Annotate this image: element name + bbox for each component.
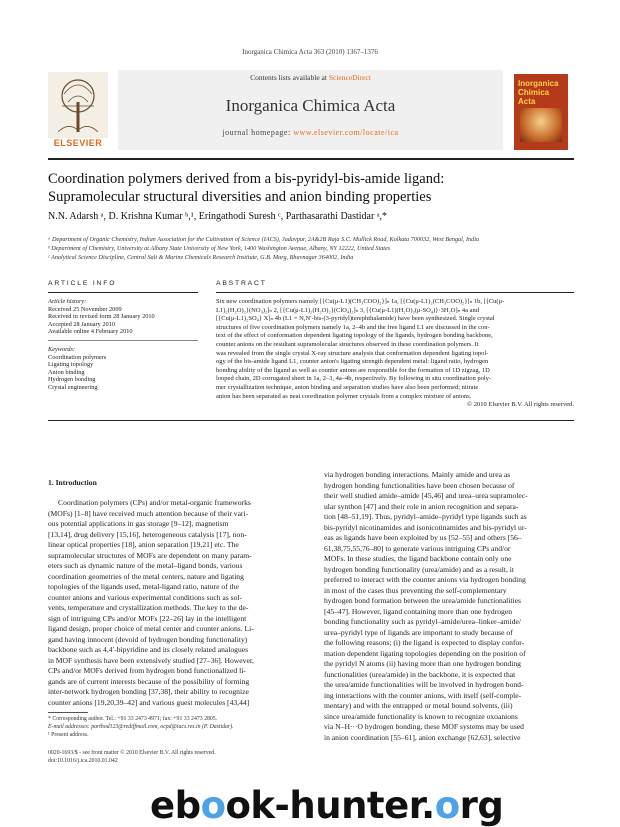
cover-artwork (520, 108, 562, 142)
history-item: Accepted 28 January 2010 (48, 320, 115, 328)
affiliation-a: ᵃ Department of Organic Chemistry, Indian Association for the Cultivation of Science (IACS), Jadavpur, 2A&2B Raja S.C. Mullick Road, Kolkata 700032, West Bengal, India (48, 236, 480, 243)
body-line: functionalities (urea/amide) in the backbone, it is expected that (324, 669, 516, 679)
footnote-emails: E-mail addresses: parthod123@rediffmail.com, ocpd@iacs.res.in (P. Dastidar). (48, 724, 234, 730)
copyright: © 2010 Elsevier B.V. All rights reserved. (467, 401, 574, 409)
journal-title: Inorganica Chimica Acta (225, 96, 396, 115)
body-line: [45–47]. However, ligand containing more than one hydrogen (324, 606, 513, 616)
history-item: Received 25 November 2009 (48, 305, 122, 313)
keyword: Anion binding (48, 368, 85, 376)
header-rule (48, 158, 574, 160)
abstract-bottom-rule (48, 420, 574, 421)
sciencedirect-link[interactable]: ScienceDirect (328, 73, 371, 82)
ebook-hunter-watermark: ebook-hunter.org (150, 784, 504, 827)
body-column-left (48, 498, 310, 708)
issn-line: 0020-1693/$ - see front matter © 2010 Elsevier B.V. All rights reserved. (48, 750, 216, 756)
elsevier-wordmark: ELSEVIER (53, 138, 103, 148)
body-line: ous potential applications in gas storage [9–12], magnetism (48, 519, 229, 528)
body-line: tion [48–51,19]. Thus, pyridyl–amide–pyridyl type ligands such as (324, 512, 527, 521)
body-line: their well studied amide–amide [45,46] and urea–urea supramolec- (324, 491, 528, 500)
journal-header (48, 70, 568, 152)
body-line: counter anions and various experimental conditions such as sol- (48, 592, 243, 602)
body-line: Coordination polymers (CPs) and/or metal-organic frameworks (58, 498, 251, 507)
section-heading-introduction: 1. Introduction (48, 478, 97, 487)
body-line: the following reasons; (i) the ligand is expected to display confor- (324, 638, 525, 647)
body-line: gand having innocent (devoid of hydrogen bonding functionality) (48, 634, 248, 644)
article-title: Coordination polymers derived from a bis-pyridyl-bis-amide ligand: Supramolecular structural diversities and anion binding properties (48, 171, 445, 205)
info-divider (48, 340, 198, 341)
body-line: supramolecular structures of MOFs are dependent on many param- (48, 550, 252, 560)
journal-cover-image (514, 74, 568, 150)
elsevier-logo (48, 72, 108, 150)
footnote-present-address: ¹ Present address. (48, 732, 89, 738)
body-line: backbone such as 4,4′-bipyridine and its closely related analogues (48, 645, 249, 654)
body-line: ligand design, proper choice of metal center and counter anions. Li- (48, 624, 254, 633)
info-rule (48, 292, 198, 293)
abstract-text: Six new coordination polymers namely [{Cu(μ-L1)(CH₃COO)₂}]ₙ 1a, [{Cu(μ-L1)₂(CH₃COO)₂}]ₙ 1b, [{Cu(μ- L1)₂(H₂O)₂}(NO₃)₂]ₙ 2, [{Cu(μ-L1)₂(H₂O)₂}(ClO₄)₂]ₙ 3, [{Cu(μ-L1)(H₂O)₂(μ-SO₄)}·3H₂O]ₙ 4a and [{Cu(μ-L1)₂SO₄} X]ₙ 4b (L1 = N,N′-bis-(3-pyridyl)terephthalamide) have been synthesized. Single crystal structures of five coordination polymers namely 1a, 2–4b and the free ligand L1 are discussed in the con- text of the effect of conformation dependent ligating topology of the ligands, hydrogen bonding backbone, counter anions on the resultant supramolecular structures observed in these coordination polymers. It was revealed from the single crystal X-ray structure analysis that conformation dependent ligating topol- ogy of the bis-amide ligand L1, counter anion's ligating strength dependent metal: ligand ratio, hydrogen bonding ability of the ligand as well as counter anions are responsible for the formation of 1D zigzag, 1D looped chain, 2D corrugated sheet in 1a, 2–3, 4a–4b, respectively. By following in situ coordination poly- mer crystallization technique, anion binding and separation studies have also been performed; nitrate anion has been separated as neat coordination polymer crystals from a complex mixture of anions. © 2010 Elsevier B.V. All rights reserved. (216, 298, 574, 409)
article-history: Article history: Received 25 November 2009 Received in revised form 28 January 2010 Accepted 28 January 2010 Available online 4 February 2010 (48, 298, 198, 336)
body-line: ular synthon [47] and their role in anion recognition and separa- (324, 501, 519, 511)
body-line: hydrogen bonding functionalities have been chosen because of (324, 480, 515, 490)
cover-title: Inorganica Chimica Acta (518, 79, 559, 106)
journal-homepage: journal homepage: www.elsevier.com/locate/ica (222, 128, 399, 137)
body-line: sign of intriguing CPs and/or MOFs [22–26] lay in the intelligent (48, 613, 247, 623)
body-line: hydrogen bonding functionality (urea/amide) and as a result, it (324, 564, 514, 574)
body-line: gands are of current interests because of the possibility of forming (48, 676, 250, 686)
body-line: via hydrogen bonding interactions. Mainly amide and urea as (324, 470, 511, 479)
body-line: linear optical properties [18], anion separation [19,21] etc. The (48, 540, 239, 549)
article-info-heading: ARTICLE INFO (48, 280, 117, 287)
body-line: ing interactions with the counter anions, with itself (self-comple- (324, 690, 522, 700)
body-line: inter-network hydrogen bonding [37,38], their ability to recognize (48, 687, 249, 696)
body-line: preferred to interact with the counter anions via hydrogen bonding (324, 575, 526, 584)
body-line: the urea/amide functionalities will be involved in hydrogen bond- (324, 680, 524, 689)
keywords-block: Keywords: Coordination polymers Ligating topology Anion binding Hydrogen bonding Crystal engineering (48, 346, 198, 392)
body-line: mentary) and with the entrapped or metal bound solvents, (iii) (324, 701, 513, 710)
abstract-rule (216, 292, 574, 293)
body-line: hydrogen bond formation between the urea/amide functionalities (324, 596, 521, 605)
contents-line: Contents lists available at ScienceDirect (250, 73, 371, 82)
body-line: in most of the cases thus preventing the self-complementary (324, 585, 507, 595)
body-column-right (324, 470, 576, 743)
history-item: Received in revised form 28 January 2010 (48, 313, 155, 321)
body-line: in MOF synthesis have been extensively studied [27–36]. However, (48, 655, 254, 665)
keyword: Ligating topology (48, 361, 94, 369)
body-line: in anion coordination [55–61], anion exchange [62,63], selective (324, 732, 521, 742)
body-line: urea–pyridyl type of ligands are important to study because of (324, 627, 513, 637)
keyword: Crystal engineering (48, 383, 98, 391)
body-line: counter anions [19,20,39–42] and various guest molecules [43,44] (48, 697, 250, 707)
body-line: vents, temperature and crystallization methods. The key to the de- (48, 603, 249, 612)
body-line: (MOFs) [1–8] have received much attention because of their vari- (48, 508, 249, 518)
keyword: Coordination polymers (48, 353, 107, 361)
journal-homepage-link[interactable]: www.elsevier.com/locate/ica (293, 128, 399, 137)
history-item: Available online 4 February 2010 (48, 328, 133, 336)
keyword: Hydrogen bonding (48, 376, 96, 384)
footnote-corresponding: * Corresponding author. Tel.: +91 33 2473 4971; fax: +91 33 2473 2805. (48, 716, 218, 722)
body-line: 61,38,75,55,76–80] to generate various intriguing CPs and/or (324, 543, 511, 553)
journal-citation: Inorganica Chimica Acta 363 (2010) 1367–1376 (242, 48, 378, 56)
abstract-heading: ABSTRACT (216, 280, 267, 287)
affiliation-c: ᶜ Analytical Science Discipline, Central Salt & Marine Chemicals Research Institute, G.B. Marg, Bhavnagar 364002, India (48, 254, 354, 261)
body-line: the pyridyl N atoms (ii) having more than one hydrogen bonding (324, 659, 521, 668)
body-line: MOFs. In these studies, the ligand backbone contain only one (324, 554, 512, 563)
body-line: coordination geometries of the metal centers, nature and ligating (48, 571, 244, 581)
body-line: eas as ligands have been exploited by us [52–55] and others [56– (324, 533, 522, 542)
footnote-rule (48, 712, 88, 713)
body-line: [13,14], drug delivery [15,16], heterogeneous catalysis [17], non- (48, 529, 247, 539)
body-line: since urea/amide functionality is known to recognize oxoanions (324, 711, 518, 721)
affiliation-b: ᵇ Department of Chemistry, University at Albany State University of New York, 1400 Washington Avenue, Albany, NY 12222, United States (48, 245, 391, 252)
doi-line: doi:10.1016/j.ica.2010.01.042 (48, 758, 118, 764)
body-line: topologies of the ligands used, metal-ligand ratio, nature of the (48, 582, 239, 591)
body-line: bonding functionality such as pyridyl–amide/urea–linker–amide/ (324, 617, 521, 626)
body-line: CPs and/or MOFs derived from hydrogen bond functionalized li- (48, 666, 246, 675)
journal-banner (118, 70, 503, 150)
body-line: mation dependent ligating topologies depending on the position of (324, 648, 526, 658)
author-list: N.N. Adarsh ᵃ, D. Krishna Kumar ᵇ,¹, Eringathodi Suresh ᶜ, Parthasarathi Dastidar ᵃ,* (48, 211, 388, 222)
body-line: via N–H···O hydrogen bonding, these MOF systems may be used (324, 722, 524, 731)
body-line: eters such as dynamic nature of the metal–ligand bonds, various (48, 561, 243, 570)
body-line: bis-pyridyl nicotinamides and isonicotinamides and bis-pyridyl ur- (324, 522, 527, 532)
